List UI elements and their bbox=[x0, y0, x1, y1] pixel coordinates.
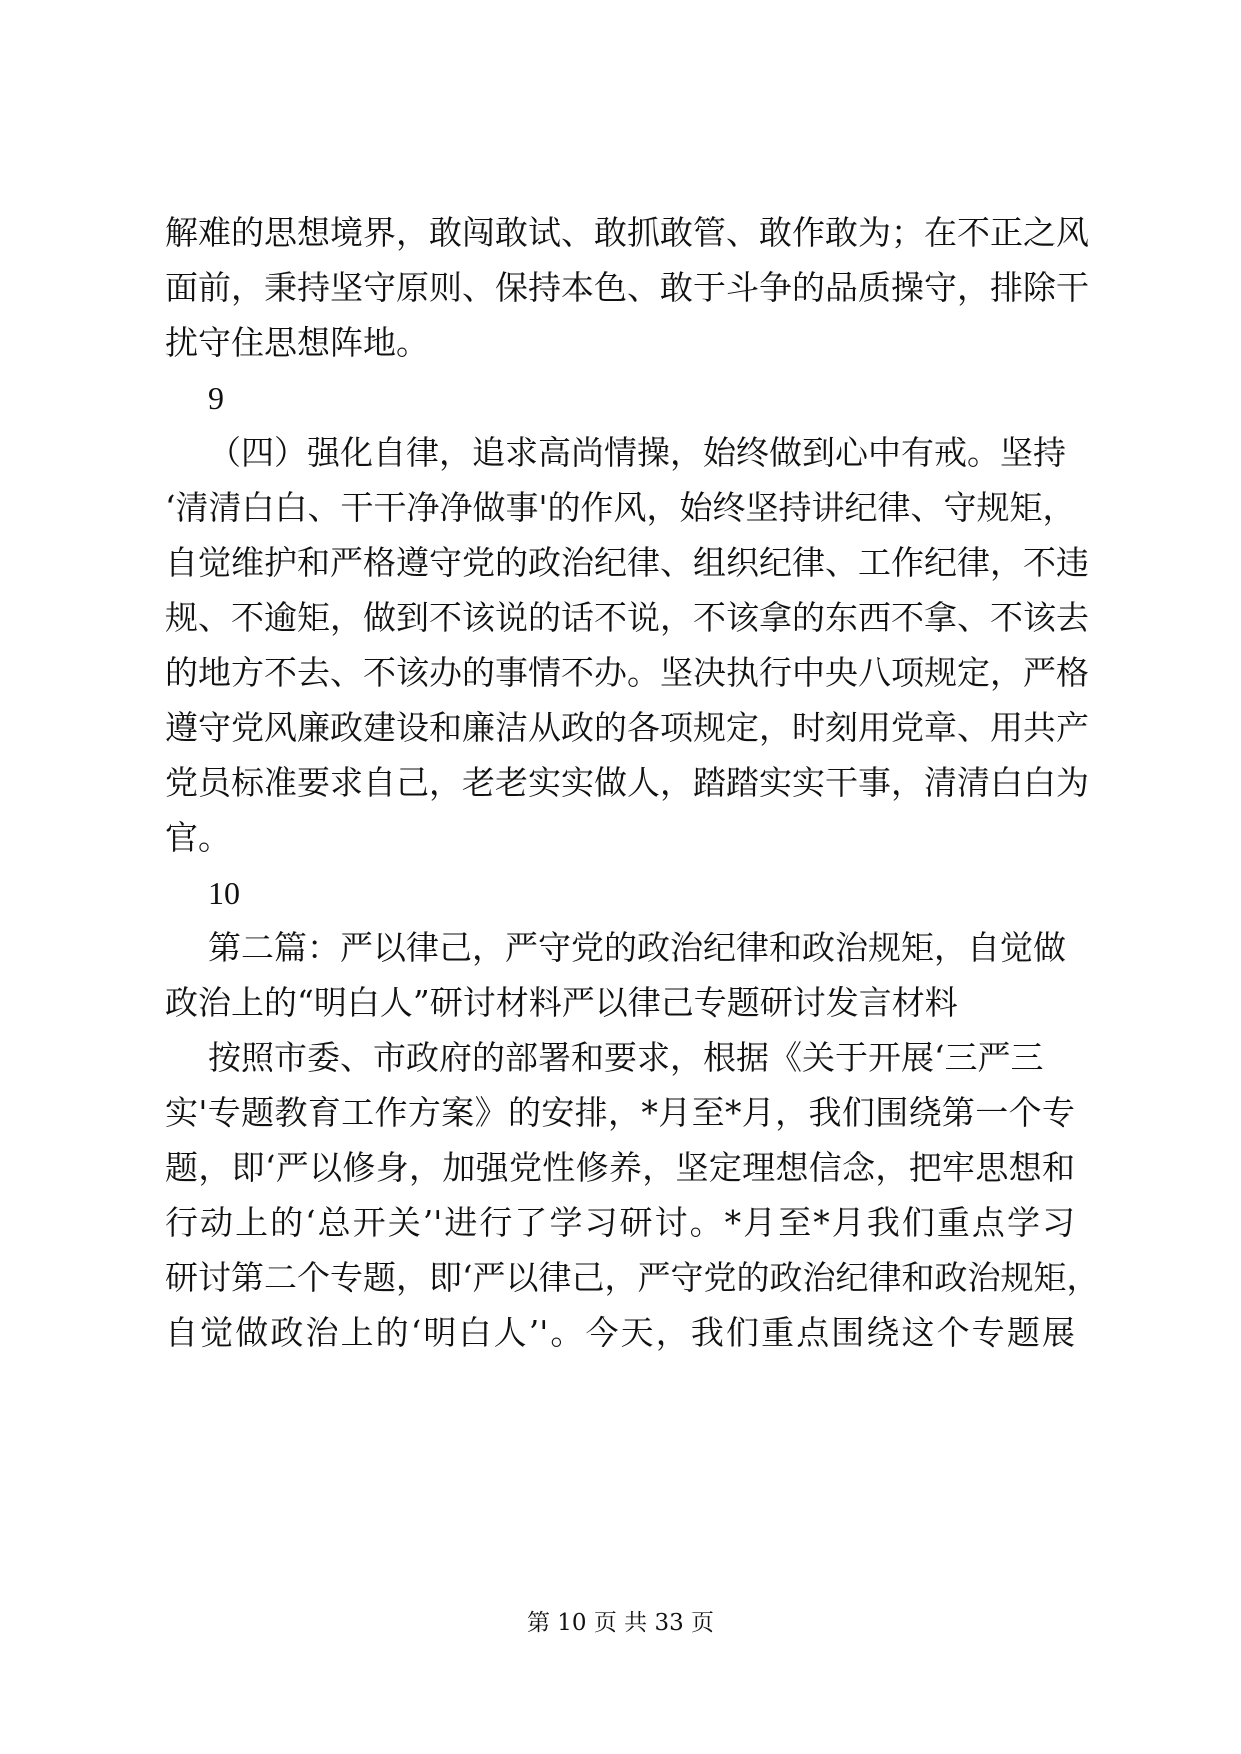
text-line: 自觉做政治上的‘明白人’'。今天，我们重点围绕这个专题展 bbox=[165, 1313, 1075, 1352]
text-line: 扰守住思想阵地。 bbox=[165, 323, 429, 362]
text-line: 实'专题教育工作方案》的安排，*月至*月，我们围绕第一个专 bbox=[165, 1093, 1075, 1132]
text-line: 自觉维护和严格遵守党的政治纪律、组织纪律、工作纪律，不违 bbox=[165, 543, 1089, 582]
text-line: 研讨第二个专题，即‘严以律己，严守党的政治纪律和政治规矩， bbox=[165, 1258, 1100, 1297]
text-line: 题，即‘严以修身，加强党性修养，坚定理想信念，把牢思想和 bbox=[165, 1148, 1075, 1187]
text-line: 规、不逾矩，做到不该说的话不说，不该拿的东西不拿、不该去 bbox=[165, 598, 1089, 637]
text-line: 按照市委、市政府的部署和要求，根据《关于开展‘三严三 bbox=[208, 1038, 1044, 1077]
text-line: （四）强化自律，追求高尚情操，始终做到心中有戒。坚持 bbox=[208, 433, 1066, 472]
page-number-marker: 10 bbox=[208, 875, 240, 911]
text-line: 面前，秉持坚守原则、保持本色、敢于斗争的品质操守，排除干 bbox=[165, 268, 1089, 307]
text-line: 党员标准要求自己，老老实实做人，踏踏实实干事，清清白白为 bbox=[165, 763, 1089, 802]
text-line: ‘清清白白、干干净净做事'的作风，始终坚持讲纪律、守规矩， bbox=[165, 488, 1076, 527]
text-line: 遵守党风廉政建设和廉洁从政的各项规定，时刻用党章、用共产 bbox=[165, 708, 1089, 747]
section-heading-line: 第二篇：严以律己，严守党的政治纪律和政治规矩，自觉做 bbox=[208, 928, 1066, 967]
page-number-marker: 9 bbox=[208, 380, 224, 416]
text-line: 的地方不去、不该办的事情不办。坚决执行中央八项规定，严格 bbox=[165, 653, 1089, 692]
text-line: 解难的思想境界，敢闯敢试、敢抓敢管、敢作敢为；在不正之风 bbox=[165, 213, 1089, 252]
page-footer: 第 10 页 共 33 页 bbox=[526, 1610, 715, 1636]
text-line: 官。 bbox=[165, 818, 231, 857]
section-heading-line: 政治上的“明白人”研讨材料严以律己专题研讨发言材料 bbox=[165, 983, 958, 1022]
text-line: 行动上的‘总开关’'进行了学习研讨。*月至*月我们重点学习 bbox=[165, 1203, 1075, 1242]
